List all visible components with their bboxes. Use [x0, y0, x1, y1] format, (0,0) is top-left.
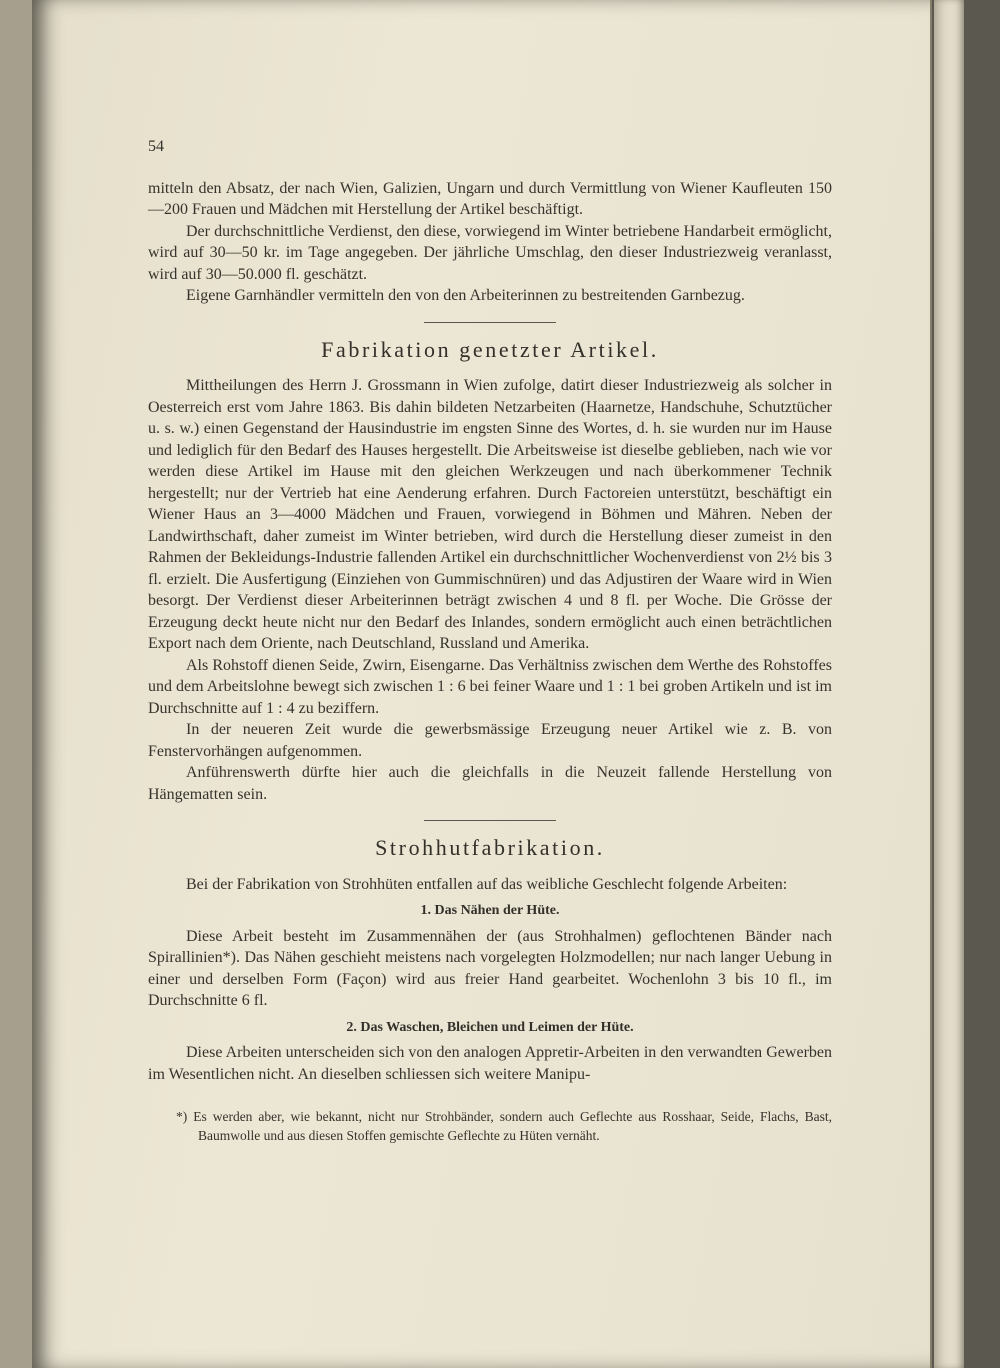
paragraph: Der durchschnittliche Verdienst, den diese, vorwiegend im Winter betriebene Handarbeit ermöglicht, wird auf 30—50 kr. im Tage angegeben. Der jährliche Umschlag, den dieser Industriezweig veranlasst, wird auf 30—50.000 fl. geschätzt.: [148, 222, 832, 283]
paragraph-continuation: mitteln den Absatz, der nach Wien, Galizien, Ungarn und durch Vermittlung von Wiener Kaufleuten 150—200 Frauen und Mädchen mit Herstellung der Artikel beschäftigt.: [148, 179, 832, 218]
section-divider: [424, 322, 556, 323]
paragraph: Diese Arbeiten unterscheiden sich von den analogen Appretir-Arbeiten in den verwandten Gewerben im Wesentlichen nicht. An dieselben schliessen sich weitere Manipu-: [148, 1044, 832, 1083]
paragraph: Diese Arbeit besteht im Zusammennähen der (aus Strohhalmen) geflochtenen Bänder nach Spirallinien*). Das Nähen geschieht meistens nach vorgelegten Holzmodellen; nur nach langer Uebung in einer und derselben Form (Façon) wird aus freier Hand gearbeitet. Wochenlohn 3 bis 10 fl., im Durchschnitte 6 fl.: [148, 927, 832, 1009]
paragraph: Bei der Fabrikation von Strohhüten entfallen auf das weibliche Geschlecht folgende Arbeiten:: [186, 875, 788, 893]
adjacent-page-edge: [934, 0, 964, 1368]
subsection-heading-waschen: 2. Das Waschen, Bleichen und Leimen der Hüte.: [346, 1019, 634, 1035]
paragraph: In der neueren Zeit wurde die gewerbsmässige Erzeugung neuer Artikel wie z. B. von Fenstervorhängen aufgenommen.: [148, 721, 832, 760]
section-divider: [424, 820, 556, 821]
page-number: 54: [148, 138, 164, 155]
book-page: [32, 0, 932, 1368]
paragraph: Mittheilungen des Herrn J. Grossmann in Wien zufolge, datirt dieser Industriezweig als solcher in Oesterreich erst vom Jahre 1863. Bis dahin bildeten Netzarbeiten (Haarnetze, Handschuhe, Schutztücher u. s. w.) einen Gegenstand der Hausindustrie im engsten Sinne des Wortes, d. h. sie wurden nur im Hause und lediglich für den Bedarf des Hauses hergestellt. Die Arbeitsweise ist dieselbe geblieben, nach wie vor werden diese Artikel im Hause mit den gleichen Werkzeugen und nach überkommener Technik hergestellt; nur der Vertrieb hat eine Aenderung erfahren. Durch Factoreien unterstützt, beschäftigt ein Wiener Haus an 3—4000 Mädchen und Frauen, vorwiegend in Böhmen und Mähren. Neben der Landwirthschaft, daher zumeist im Winter betrieben, wird durch die Herstellung dieser zumeist in den Rahmen der Bekleidungs-Industrie fallenden Artikel ein durchschnittlicher Wochenverdienst von 2½ bis 3 fl. erzielt. Die Ausfertigung (Einziehen von Gummischnüren) und das Adjustiren der Waare wird in Wien besorgt. Der Verdienst dieser Arbeiterinnen beträgt zwischen 4 und 8 fl. per Woche. Die Grösse der Erzeugung deckt heute nicht nur den Bedarf des Inlandes, sondern ermöglicht auch einen beträchtlichen Export nach dem Oriente, nach Deutschland, Russland und Amerika.: [148, 377, 832, 652]
paragraph: Anführenswerth dürfte hier auch die gleichfalls in die Neuzeit fallende Herstellung von Hängematten sein.: [148, 764, 832, 803]
section-heading-genetzte-artikel: Fabrikation genetzter Artikel.: [321, 336, 659, 362]
text-block: [148, 136, 832, 1145]
left-scan-margin: [0, 0, 32, 1368]
footnote: *) Es werden aber, wie bekannt, nicht nur Strohbänder, sondern auch Geflechte aus Rosshaar, Seide, Flachs, Bast, Baumwolle und aus diesen Stoffen gemischte Geflechte zu Hüten vernäht.: [176, 1109, 832, 1143]
section-heading-strohhutfabrikation: Strohhutfabrikation.: [375, 835, 605, 860]
paragraph: Eigene Garnhändler vermitteln den von den Arbeiterinnen zu bestreitenden Garnbezug.: [186, 287, 745, 304]
paragraph: Als Rohstoff dienen Seide, Zwirn, Eisengarne. Das Verhältniss zwischen dem Werthe des Rohstoffes und dem Arbeitslohne bewegt sich zwischen 1 : 6 bei feiner Waare und 1 : 1 bei groben Artikeln und ist im Durchschnitte auf 1 : 4 zu beziffern.: [148, 656, 832, 717]
subsection-heading-naehen: 1. Das Nähen der Hüte.: [420, 903, 560, 918]
